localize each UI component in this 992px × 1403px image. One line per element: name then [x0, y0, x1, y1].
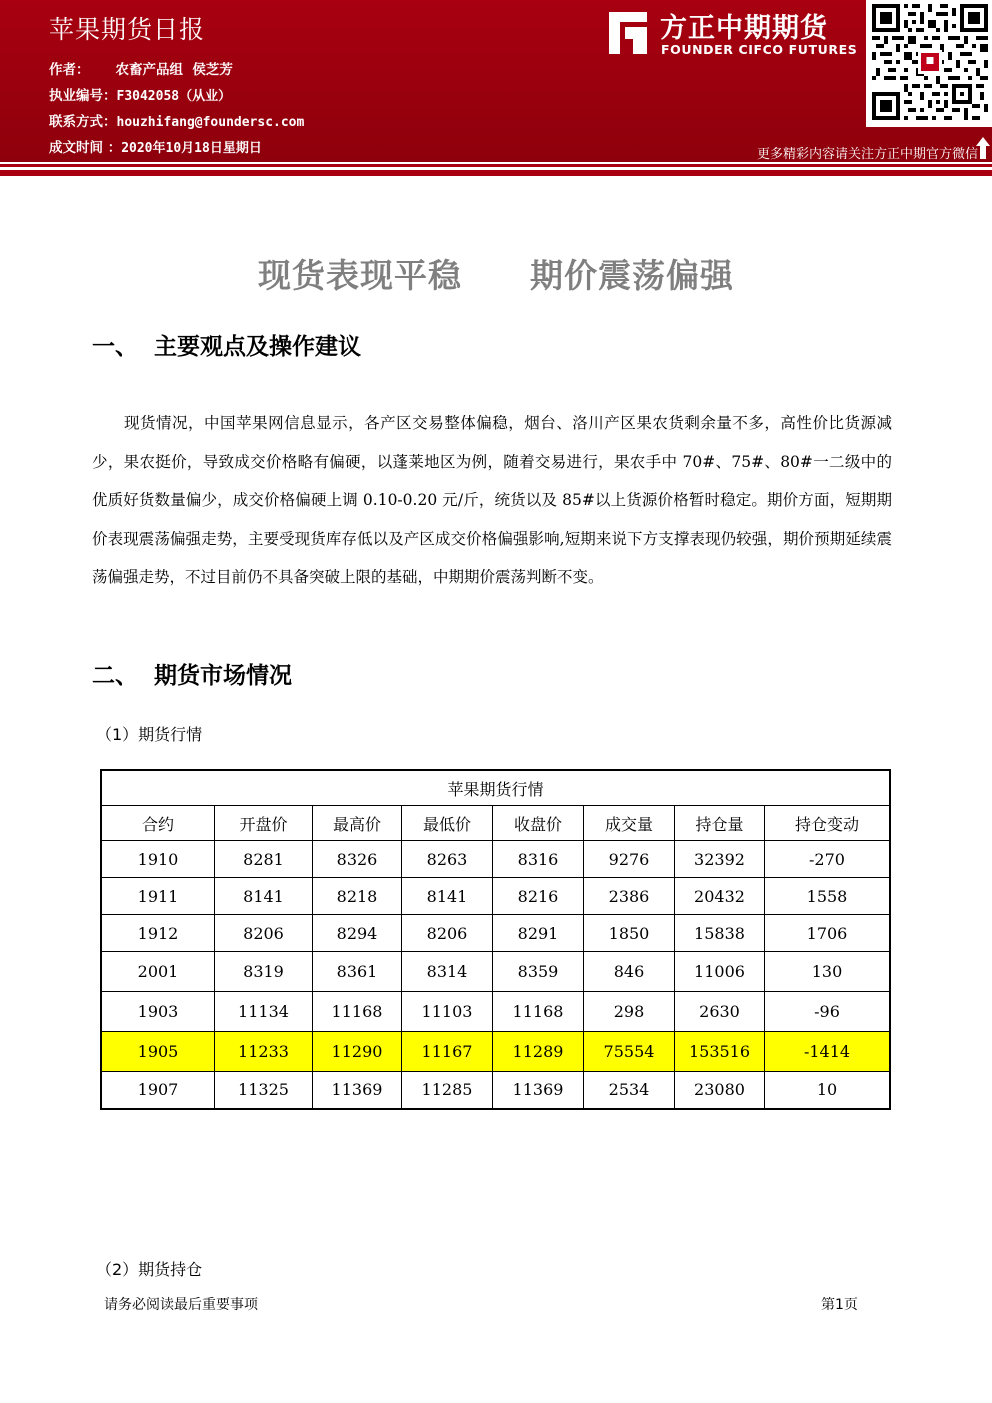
- table-cell: 11006: [675, 952, 765, 992]
- table-row: [101, 952, 890, 992]
- author-line: [49, 58, 233, 78]
- table-cell: 8294: [313, 915, 402, 952]
- author-label: 作者：: [49, 62, 90, 78]
- table-header-row: [101, 806, 890, 841]
- table-cell: 2630: [675, 992, 765, 1032]
- arrow-up-icon: [975, 136, 991, 160]
- header-cell: 开盘价: [215, 806, 313, 841]
- table-cell: 1850: [584, 915, 675, 952]
- table-cell: 8141: [402, 878, 493, 915]
- table-cell: 8319: [215, 952, 313, 992]
- table-cell: 15838: [675, 915, 765, 952]
- company-logo: [603, 6, 858, 62]
- table-cell: 11233: [215, 1032, 313, 1072]
- license-value: F3042058（从业）: [116, 89, 232, 104]
- subsection-futures-positions: （2）期货持仓: [96, 1260, 203, 1279]
- table-cell: 11325: [215, 1072, 313, 1109]
- table-cell: 8326: [313, 841, 402, 878]
- apple-futures-table: [100, 769, 891, 1110]
- table-cell: 1910: [101, 841, 215, 878]
- table-cell: 11134: [215, 992, 313, 1032]
- table-row-highlighted: [101, 1032, 890, 1072]
- table-cell: 8314: [402, 952, 493, 992]
- table-cell: 1905: [101, 1032, 215, 1072]
- table-cell: 2534: [584, 1072, 675, 1109]
- report-header: [0, 0, 992, 162]
- table-row: [101, 915, 890, 952]
- license-label: 执业编号：: [49, 88, 117, 104]
- document-title: 现货表现平稳 期价震荡偏强: [258, 256, 734, 295]
- page-number: 第1页: [821, 1297, 858, 1313]
- footer-notice: 请务必阅读最后重要事项: [104, 1297, 258, 1313]
- header-cell: 收盘价: [493, 806, 584, 841]
- report-title: 苹果期货日报: [49, 15, 206, 44]
- table-cell: -96: [765, 992, 891, 1032]
- section-heading-2: [92, 657, 292, 690]
- table-cell: -270: [765, 841, 891, 878]
- table-cell: 8281: [215, 841, 313, 878]
- logo-english-name: FOUNDER CIFCO FUTURES: [661, 42, 858, 57]
- table-cell: 32392: [675, 841, 765, 878]
- author-group: 农畜产品组: [115, 62, 183, 78]
- table-cell: 9276: [584, 841, 675, 878]
- table-cell: 11285: [402, 1072, 493, 1109]
- contact-line: [49, 110, 304, 130]
- table-row: [101, 841, 890, 878]
- section-1-number: 一、: [92, 334, 138, 360]
- table-cell: 1903: [101, 992, 215, 1032]
- table-row: [101, 878, 890, 915]
- table-cell: 846: [584, 952, 675, 992]
- date-label: 成文时间 ：: [49, 140, 122, 156]
- follow-wechat-text: 更多精彩内容请关注方正中期官方微信: [756, 147, 978, 162]
- table-row: [101, 992, 890, 1032]
- founder-logo-icon: [603, 8, 653, 58]
- qr-code-icon[interactable]: [872, 4, 988, 120]
- table-cell: 8263: [402, 841, 493, 878]
- table-cell: 1911: [101, 878, 215, 915]
- table-cell: 11289: [493, 1032, 584, 1072]
- header-cell: 合约: [101, 806, 215, 841]
- table-cell: 130: [765, 952, 891, 992]
- table-cell: 10: [765, 1072, 891, 1109]
- table-cell: 8361: [313, 952, 402, 992]
- table-cell: 11369: [313, 1072, 402, 1109]
- table-cell: 1706: [765, 915, 891, 952]
- table-cell: 11167: [402, 1032, 493, 1072]
- table-cell: 8141: [215, 878, 313, 915]
- table-cell: 8216: [493, 878, 584, 915]
- table-cell: 153516: [675, 1032, 765, 1072]
- table-cell: 8316: [493, 841, 584, 878]
- header-cell: 最低价: [402, 806, 493, 841]
- table-cell: -1414: [765, 1032, 891, 1072]
- header-divider-thin: [0, 164, 992, 167]
- contact-label: 联系方式：: [49, 114, 117, 130]
- author-name: 侯芝芳: [192, 62, 233, 78]
- header-cell: 持仓量: [675, 806, 765, 841]
- section-2-number: 二、: [92, 663, 138, 689]
- logo-chinese-name: 方正中期期货: [660, 13, 828, 44]
- date-line: [49, 136, 262, 156]
- contact-email[interactable]: houzhifang@foundersc.com: [116, 115, 305, 130]
- table-cell: 1912: [101, 915, 215, 952]
- subsection-futures-quotes: （1）期货行情: [96, 725, 203, 744]
- table-cell: 8291: [493, 915, 584, 952]
- license-line: [49, 84, 231, 104]
- table-cell: 20432: [675, 878, 765, 915]
- table-cell: 11168: [313, 992, 402, 1032]
- table-cell: 8206: [402, 915, 493, 952]
- table-cell: 11290: [313, 1032, 402, 1072]
- section-1-title: 主要观点及操作建议: [154, 334, 361, 360]
- table-cell: 8359: [493, 952, 584, 992]
- table-row: [101, 1072, 890, 1109]
- table-cell: 1907: [101, 1072, 215, 1109]
- table-cell: 11369: [493, 1072, 584, 1109]
- section-2-title: 期货市场情况: [154, 663, 292, 689]
- table-cell: 1558: [765, 878, 891, 915]
- table-cell: 23080: [675, 1072, 765, 1109]
- header-divider-thick: [0, 170, 992, 176]
- table-cell: 8218: [313, 878, 402, 915]
- table-caption: 苹果期货行情: [101, 770, 890, 806]
- table-cell: 75554: [584, 1032, 675, 1072]
- date-value: 2020年10月18日星期日: [121, 141, 262, 156]
- table-cell: 8206: [215, 915, 313, 952]
- table-cell: 2001: [101, 952, 215, 992]
- header-cell: 持仓变动: [765, 806, 891, 841]
- table-cell: 298: [584, 992, 675, 1032]
- section-heading-1: [92, 328, 361, 361]
- header-cell: 最高价: [313, 806, 402, 841]
- summary-paragraph: 现货情况，中国苹果网信息显示，各产区交易整体偏稳，烟台、洛川产区果农货剩余量不多，高性价比货源减少，果农挺价，导致成交价格略有偏硬，以蓬莱地区为例，随着交易进行，果农手中 70#、75#、80#一二级中的优质好货数量偏少，成交价格偏硬上调 0.10-0.20 元/斤，统货以及 85#以上货源价格暂时稳定。期价方面，短期期价表现震荡偏强走势，主要受现货库存低以及产区成交价格偏强影响,短期来说下方支撑表现仍较强，期价预期延续震荡偏强走势，不过目前仍不具备突破上限的基础，中期期价震荡判断不变。: [92, 414, 892, 586]
- table-cell: 2386: [584, 878, 675, 915]
- table-cell: 11168: [493, 992, 584, 1032]
- header-cell: 成交量: [584, 806, 675, 841]
- qr-code-panel: [866, 0, 992, 127]
- table-cell: 11103: [402, 992, 493, 1032]
